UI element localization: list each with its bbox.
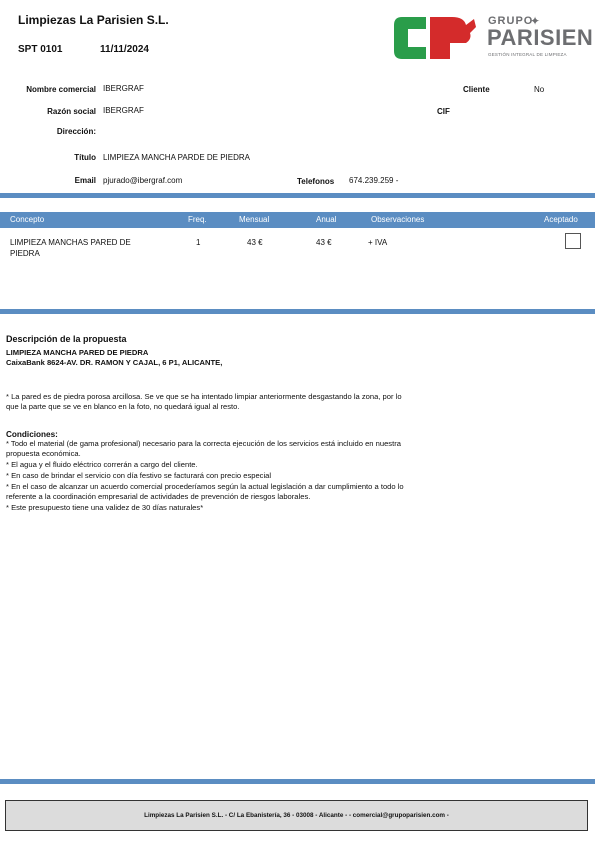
table-row [0, 233, 595, 263]
footer-divider-line [0, 779, 595, 784]
col-observaciones: Observaciones [371, 215, 425, 224]
description-note-2: que la parte que se ve en blanco en la foto, no quedará igual al resto. [6, 402, 240, 411]
document-code: SPT 0101 [18, 44, 63, 55]
cif-label: CIF [437, 107, 450, 116]
row-mensual: 43 € [247, 238, 263, 247]
conditions-title: Condiciones: [6, 430, 58, 439]
divider-line [0, 193, 595, 198]
cliente-label: Cliente [463, 85, 490, 94]
col-aceptado: Aceptado [544, 215, 578, 224]
description-subtitle-2: CaixaBank 8624-AV. DR. RAMON Y CAJAL, 6 P1, ALICANTE, [6, 358, 223, 367]
description-note-1: * La pared es de piedra porosa arcillosa. Se ve que se ha intentado limpiar anteriormente desgastando la zona, por lo [6, 392, 402, 401]
row-concepto-line2: PIEDRA [10, 249, 40, 258]
condition-line: * Todo el material (de gama profesional) necesario para la correcta ejecución de los servicios está incluido en nuestra [6, 439, 401, 448]
row-anual: 43 € [316, 238, 332, 247]
email-label: Email [74, 176, 96, 185]
condition-line: referente a la coordinación empresarial de actividades de prevención de riesgos laborales. [6, 492, 311, 501]
logo-line2: PARISIEN [487, 25, 594, 50]
row-freq: 1 [196, 238, 201, 247]
nombre-comercial-label: Nombre comercial [26, 85, 96, 94]
table-header [0, 212, 595, 228]
sparkle-icon: ✦ [530, 14, 541, 28]
email-value: pjurado@ibergraf.com [103, 176, 183, 185]
telefonos-value: 674.239.259 - [349, 176, 399, 185]
footer-text: Limpiezas La Parisien S.L. - C/ La Ebanistería, 36 - 03008 - Alicante - - comercial@grupoparisien.com - [144, 812, 449, 819]
condition-line: * En el caso de alcanzar un acuerdo comercial procederíamos según la actual legislación a dar cumplimiento a todo lo [6, 482, 404, 491]
condition-line: * El agua y el fluido eléctrico correrán a cargo del cliente. [6, 460, 198, 469]
row-observaciones: + IVA [368, 238, 388, 247]
logo-line1: GRUPO [488, 15, 534, 27]
col-freq: Freq. [188, 215, 207, 224]
grupo-parisien-logo [390, 14, 594, 61]
col-concepto: Concepto [10, 215, 45, 224]
divider-line [0, 309, 595, 314]
logo-tagline: GESTIÓN INTEGRAL DE LIMPIEZA [488, 52, 567, 57]
cliente-value: No [534, 85, 545, 94]
col-mensual: Mensual [239, 215, 270, 224]
aceptado-checkbox[interactable] [565, 233, 581, 249]
titulo-value: LIMPIEZA MANCHA PARDE DE PIEDRA [103, 153, 250, 162]
direccion-label: Dirección: [56, 127, 96, 136]
row-concepto-line1: LIMPIEZA MANCHAS PARED DE [10, 238, 131, 247]
condition-line: * Este presupuesto tiene una validez de 30 días naturales* [6, 503, 204, 512]
condition-line: * En caso de brindar el servicio con día festivo se facturará con precio especial [6, 471, 272, 480]
telefonos-label: Telefonos [297, 177, 335, 186]
description-subtitle-1: LIMPIEZA MANCHA PARED DE PIEDRA [6, 348, 149, 357]
razon-social-value: IBERGRAF [103, 106, 144, 115]
col-anual: Anual [316, 215, 337, 224]
description-title: Descripción de la propuesta [6, 334, 127, 344]
document-date: 11/11/2024 [100, 44, 149, 55]
razon-social-label: Razón social [47, 107, 96, 116]
condition-line: propuesta económica. [6, 449, 81, 458]
nombre-comercial-value: IBERGRAF [103, 84, 144, 93]
titulo-label: Título [74, 153, 96, 162]
company-name: Limpiezas La Parisien S.L. [18, 13, 169, 27]
